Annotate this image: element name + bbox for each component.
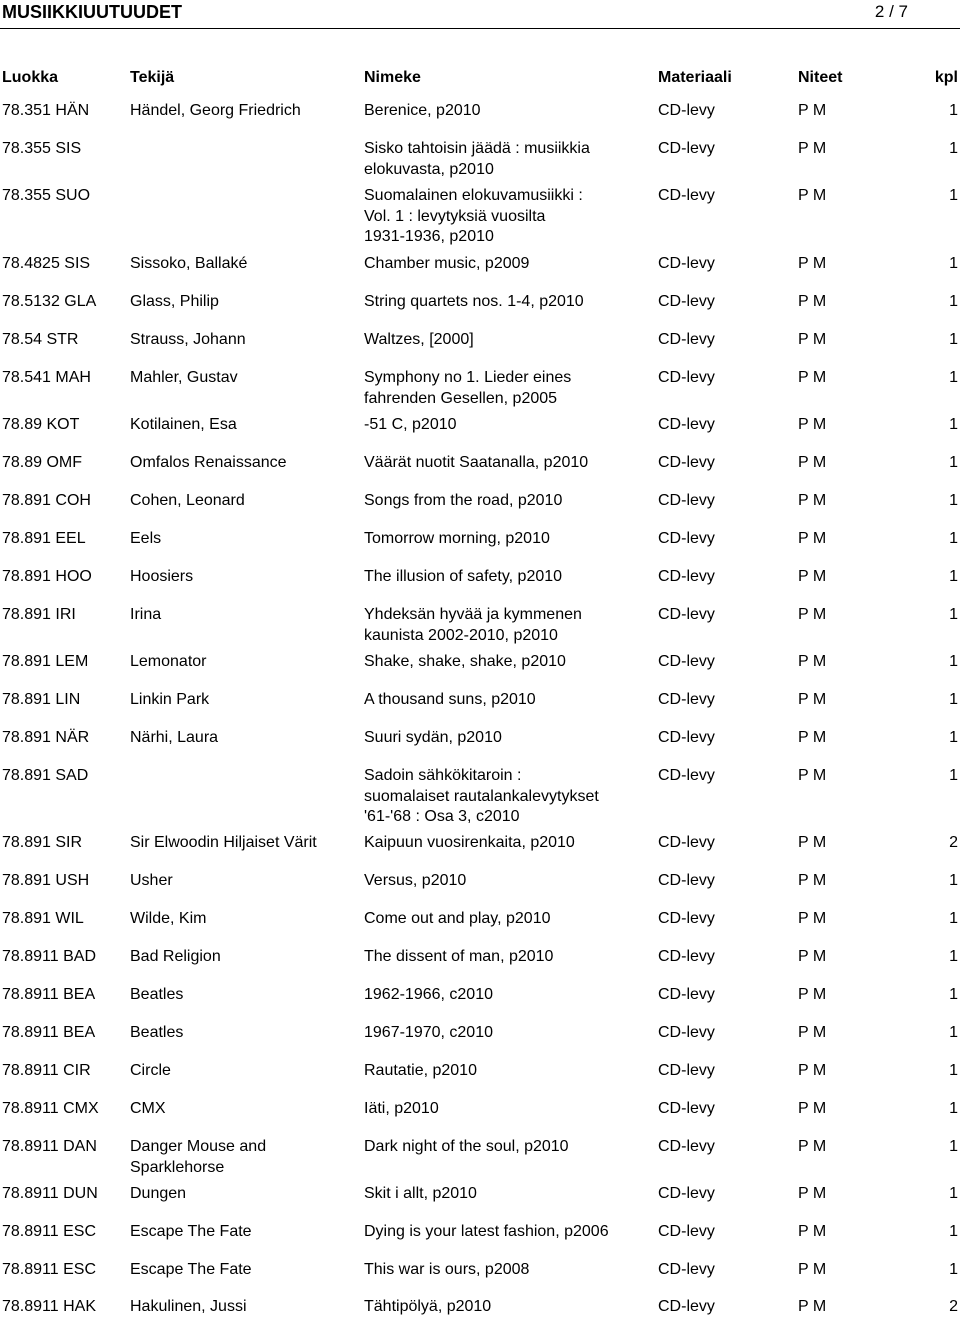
cell-niteet: P M: [798, 568, 827, 585]
cell-materiaali: CD-levy: [658, 1298, 715, 1315]
cell-tekija: Irina: [130, 606, 162, 623]
cell-niteet: P M: [798, 1062, 827, 1079]
cell-tekija: Eels: [130, 530, 162, 547]
cell-niteet: P M: [798, 1223, 827, 1240]
cell-tekija: Omfalos Renaissance: [130, 454, 287, 471]
cell-nimeke: The illusion of safety, p2010: [364, 568, 563, 585]
cell-tekija: Escape The Fate: [130, 1261, 252, 1278]
cell-kpl: 1: [949, 369, 958, 386]
cell-kpl: 1: [949, 653, 958, 670]
cell-materiaali: CD-levy: [658, 102, 715, 119]
cell-tekija: Kotilainen, Esa: [130, 416, 237, 433]
column-header-materiaali: Materiaali: [658, 69, 732, 86]
cell-materiaali: CD-levy: [658, 187, 715, 204]
cell-niteet: P M: [798, 187, 827, 204]
cell-tekija: Danger Mouse and: [130, 1138, 267, 1155]
cell-materiaali: CD-levy: [658, 369, 715, 386]
cell-kpl: 1: [949, 568, 958, 585]
cell-luokka: 78.8911 DAN: [2, 1138, 97, 1155]
cell-materiaali: CD-levy: [658, 606, 715, 623]
cell-luokka: 78.891 SAD: [2, 767, 89, 784]
cell-luokka: 78.8911 CMX: [2, 1100, 99, 1117]
cell-luokka: 78.89 OMF: [2, 454, 83, 471]
cell-luokka: 78.5132 GLA: [2, 293, 97, 310]
cell-luokka: 78.8911 ESC: [2, 1261, 96, 1278]
cell-kpl: 1: [949, 187, 958, 204]
cell-niteet: P M: [798, 767, 827, 784]
cell-materiaali: CD-levy: [658, 872, 715, 889]
cell-nimeke: Shake, shake, shake, p2010: [364, 653, 566, 670]
cell-luokka: 78.891 LIN: [2, 691, 81, 708]
cell-luokka: 78.8911 CIR: [2, 1062, 91, 1079]
cell-tekija: Sissoko, Ballaké: [130, 255, 248, 272]
cell-niteet: P M: [798, 653, 827, 670]
cell-nimeke: Songs from the road, p2010: [364, 492, 563, 509]
cell-tekija: Bad Religion: [130, 948, 221, 965]
cell-tekija: Strauss, Johann: [130, 331, 246, 348]
cell-materiaali: CD-levy: [658, 492, 715, 509]
column-header-niteet: Niteet: [798, 69, 843, 86]
cell-nimeke: 1931-1936, p2010: [364, 228, 494, 245]
page-header: [0, 0, 960, 29]
cell-nimeke: '61-'68 : Osa 3, c2010: [364, 808, 520, 825]
cell-kpl: 1: [949, 331, 958, 348]
cell-kpl: 1: [949, 530, 958, 547]
cell-materiaali: CD-levy: [658, 1138, 715, 1155]
cell-tekija: Beatles: [130, 1024, 184, 1041]
cell-niteet: P M: [798, 331, 827, 348]
cell-luokka: 78.54 STR: [2, 331, 79, 348]
cell-tekija: Usher: [130, 872, 173, 889]
cell-niteet: P M: [798, 1185, 827, 1202]
cell-nimeke: Kaipuun vuosirenkaita, p2010: [364, 834, 575, 851]
cell-niteet: P M: [798, 1298, 827, 1315]
cell-luokka: 78.355 SUO: [2, 187, 91, 204]
cell-nimeke: Dark night of the soul, p2010: [364, 1138, 569, 1155]
cell-materiaali: CD-levy: [658, 1100, 715, 1117]
cell-kpl: 1: [949, 454, 958, 471]
cell-luokka: 78.355 SIS: [2, 140, 82, 157]
cell-luokka: 78.891 IRI: [2, 606, 76, 623]
cell-niteet: P M: [798, 530, 827, 547]
cell-materiaali: CD-levy: [658, 1024, 715, 1041]
cell-luokka: 78.8911 HAK: [2, 1298, 96, 1315]
cell-niteet: P M: [798, 1024, 827, 1041]
cell-tekija: Hoosiers: [130, 568, 194, 585]
cell-tekija: Cohen, Leonard: [130, 492, 245, 509]
cell-tekija: Dungen: [130, 1185, 187, 1202]
cell-luokka: 78.891 USH: [2, 872, 90, 889]
cell-luokka: 78.8911 ESC: [2, 1223, 96, 1240]
cell-kpl: 1: [949, 1261, 958, 1278]
cell-materiaali: CD-levy: [658, 454, 715, 471]
cell-kpl: 1: [949, 293, 958, 310]
cell-nimeke: Suomalainen elokuvamusiikki :: [364, 187, 583, 204]
cell-nimeke: Rautatie, p2010: [364, 1062, 477, 1079]
cell-niteet: P M: [798, 369, 827, 386]
cell-nimeke: 1967-1970, c2010: [364, 1024, 493, 1041]
cell-tekija: Beatles: [130, 986, 184, 1003]
cell-kpl: 1: [949, 255, 958, 272]
cell-kpl: 1: [949, 1138, 958, 1155]
cell-luokka: 78.891 WIL: [2, 910, 84, 927]
cell-kpl: 1: [949, 1024, 958, 1041]
cell-materiaali: CD-levy: [658, 1261, 715, 1278]
cell-nimeke: Come out and play, p2010: [364, 910, 551, 927]
cell-nimeke: Tähtipölyä, p2010: [364, 1298, 492, 1315]
cell-nimeke: Versus, p2010: [364, 872, 467, 889]
cell-luokka: 78.891 NÄR: [2, 729, 90, 746]
cell-tekija: Linkin Park: [130, 691, 210, 708]
cell-materiaali: CD-levy: [658, 834, 715, 851]
cell-luokka: 78.891 EEL: [2, 530, 86, 547]
cell-nimeke: Dying is your latest fashion, p2006: [364, 1223, 609, 1240]
column-header-tekija: Tekijä: [130, 69, 175, 86]
cell-nimeke: Chamber music, p2009: [364, 255, 530, 272]
cell-luokka: 78.351 HÄN: [2, 102, 90, 119]
cell-luokka: 78.891 HOO: [2, 568, 92, 585]
cell-luokka: 78.8911 BAD: [2, 948, 96, 965]
cell-materiaali: CD-levy: [658, 691, 715, 708]
cell-nimeke: Symphony no 1. Lieder eines: [364, 369, 572, 386]
cell-tekija: Escape The Fate: [130, 1223, 252, 1240]
cell-nimeke: Waltzes, [2000]: [364, 331, 474, 348]
document-title: MUSIIKKIUUTUUDET: [2, 2, 182, 22]
cell-nimeke: Sadoin sähkökitaroin :: [364, 767, 522, 784]
cell-niteet: P M: [798, 910, 827, 927]
cell-luokka: 78.8911 BEA: [2, 986, 96, 1003]
cell-tekija: Sir Elwoodin Hiljaiset Värit: [130, 834, 317, 851]
cell-kpl: 1: [949, 986, 958, 1003]
cell-nimeke: elokuvasta, p2010: [364, 160, 494, 178]
cell-nimeke: This war is ours, p2008: [364, 1261, 530, 1278]
cell-nimeke: Väärät nuotit Saatanalla, p2010: [364, 454, 589, 471]
cell-tekija: CMX: [130, 1100, 166, 1117]
cell-kpl: 1: [949, 872, 958, 889]
cell-nimeke: Yhdeksän hyvää ja kymmenen: [364, 606, 582, 623]
cell-materiaali: CD-levy: [658, 1223, 715, 1240]
cell-niteet: P M: [798, 102, 827, 119]
cell-materiaali: CD-levy: [658, 568, 715, 585]
cell-niteet: P M: [798, 140, 827, 157]
cell-niteet: P M: [798, 834, 827, 851]
cell-niteet: P M: [798, 729, 827, 746]
column-header-kpl: kpl: [934, 69, 958, 86]
cell-nimeke: The dissent of man, p2010: [364, 948, 554, 965]
cell-materiaali: CD-levy: [658, 530, 715, 547]
cell-nimeke: Suuri sydän, p2010: [364, 729, 502, 746]
cell-materiaali: CD-levy: [658, 653, 715, 670]
cell-materiaali: CD-levy: [658, 331, 715, 348]
cell-kpl: 1: [949, 1185, 958, 1202]
cell-niteet: P M: [798, 454, 827, 471]
cell-tekija: Närhi, Laura: [130, 729, 219, 746]
cell-luokka: 78.891 SIR: [2, 834, 83, 851]
cell-kpl: 1: [949, 102, 958, 119]
cell-kpl: 1: [949, 948, 958, 965]
cell-materiaali: CD-levy: [658, 910, 715, 927]
cell-nimeke: Iäti, p2010: [364, 1100, 439, 1117]
column-header-luokka: Luokka: [2, 69, 59, 86]
cell-tekija: Sparklehorse: [130, 1158, 225, 1176]
cell-niteet: P M: [798, 606, 827, 623]
cell-materiaali: CD-levy: [658, 948, 715, 965]
cell-kpl: 1: [949, 910, 958, 927]
cell-materiaali: CD-levy: [658, 140, 715, 157]
cell-tekija: Circle: [130, 1062, 171, 1079]
cell-kpl: 1: [949, 729, 958, 746]
cell-niteet: P M: [798, 255, 827, 272]
cell-nimeke: Skit i allt, p2010: [364, 1185, 477, 1202]
cell-luokka: 78.8911 DUN: [2, 1185, 98, 1202]
cell-tekija: Händel, Georg Friedrich: [130, 102, 301, 119]
cell-materiaali: CD-levy: [658, 1185, 715, 1202]
cell-tekija: Glass, Philip: [130, 293, 219, 310]
cell-tekija: Wilde, Kim: [130, 910, 207, 927]
column-headers: [0, 69, 960, 91]
cell-niteet: P M: [798, 986, 827, 1003]
cell-kpl: 1: [949, 1100, 958, 1117]
cell-kpl: 1: [949, 1223, 958, 1240]
cell-niteet: P M: [798, 416, 827, 433]
cell-materiaali: CD-levy: [658, 255, 715, 272]
cell-niteet: P M: [798, 948, 827, 965]
cell-niteet: P M: [798, 1138, 827, 1155]
cell-luokka: 78.891 COH: [2, 492, 91, 509]
cell-kpl: 1: [949, 416, 958, 433]
cell-nimeke: fahrenden Gesellen, p2005: [364, 389, 558, 407]
cell-materiaali: CD-levy: [658, 1062, 715, 1079]
cell-nimeke: kaunista 2002-2010, p2010: [364, 626, 558, 644]
cell-niteet: P M: [798, 1261, 827, 1278]
cell-luokka: 78.891 LEM: [2, 653, 89, 670]
cell-materiaali: CD-levy: [658, 293, 715, 310]
cell-niteet: P M: [798, 691, 827, 708]
cell-kpl: 2: [949, 1298, 958, 1315]
cell-kpl: 1: [949, 1062, 958, 1079]
cell-nimeke: A thousand suns, p2010: [364, 691, 536, 708]
cell-nimeke: Berenice, p2010: [364, 102, 481, 119]
cell-luokka: 78.541 MAH: [2, 369, 91, 386]
cell-materiaali: CD-levy: [658, 416, 715, 433]
cell-nimeke: Tomorrow morning, p2010: [364, 530, 550, 547]
cell-tekija: Lemonator: [130, 653, 207, 670]
cell-luokka: 78.4825 SIS: [2, 255, 91, 272]
cell-kpl: 1: [949, 691, 958, 708]
cell-tekija: Mahler, Gustav: [130, 369, 238, 386]
cell-niteet: P M: [798, 872, 827, 889]
column-header-nimeke: Nimeke: [364, 69, 421, 86]
cell-luokka: 78.89 KOT: [2, 416, 80, 433]
cell-kpl: 1: [949, 492, 958, 509]
cell-nimeke: 1962-1966, c2010: [364, 986, 493, 1003]
cell-nimeke: -51 C, p2010: [364, 416, 457, 433]
cell-kpl: 1: [949, 140, 958, 157]
page-number: 2 / 7: [874, 2, 908, 21]
cell-kpl: 1: [949, 767, 958, 784]
cell-tekija: Hakulinen, Jussi: [130, 1298, 247, 1315]
cell-niteet: P M: [798, 1100, 827, 1117]
cell-kpl: 2: [949, 834, 958, 851]
cell-kpl: 1: [949, 606, 958, 623]
cell-nimeke: suomalaiset rautalankalevytykset: [364, 787, 599, 805]
cell-nimeke: Vol. 1 : levytyksiä vuosilta: [364, 207, 546, 225]
cell-nimeke: Sisko tahtoisin jäädä : musiikkia: [364, 140, 590, 157]
cell-nimeke: String quartets nos. 1-4, p2010: [364, 293, 584, 310]
cell-materiaali: CD-levy: [658, 767, 715, 784]
cell-materiaali: CD-levy: [658, 986, 715, 1003]
cell-luokka: 78.8911 BEA: [2, 1024, 96, 1041]
cell-materiaali: CD-levy: [658, 729, 715, 746]
cell-niteet: P M: [798, 293, 827, 310]
cell-niteet: P M: [798, 492, 827, 509]
